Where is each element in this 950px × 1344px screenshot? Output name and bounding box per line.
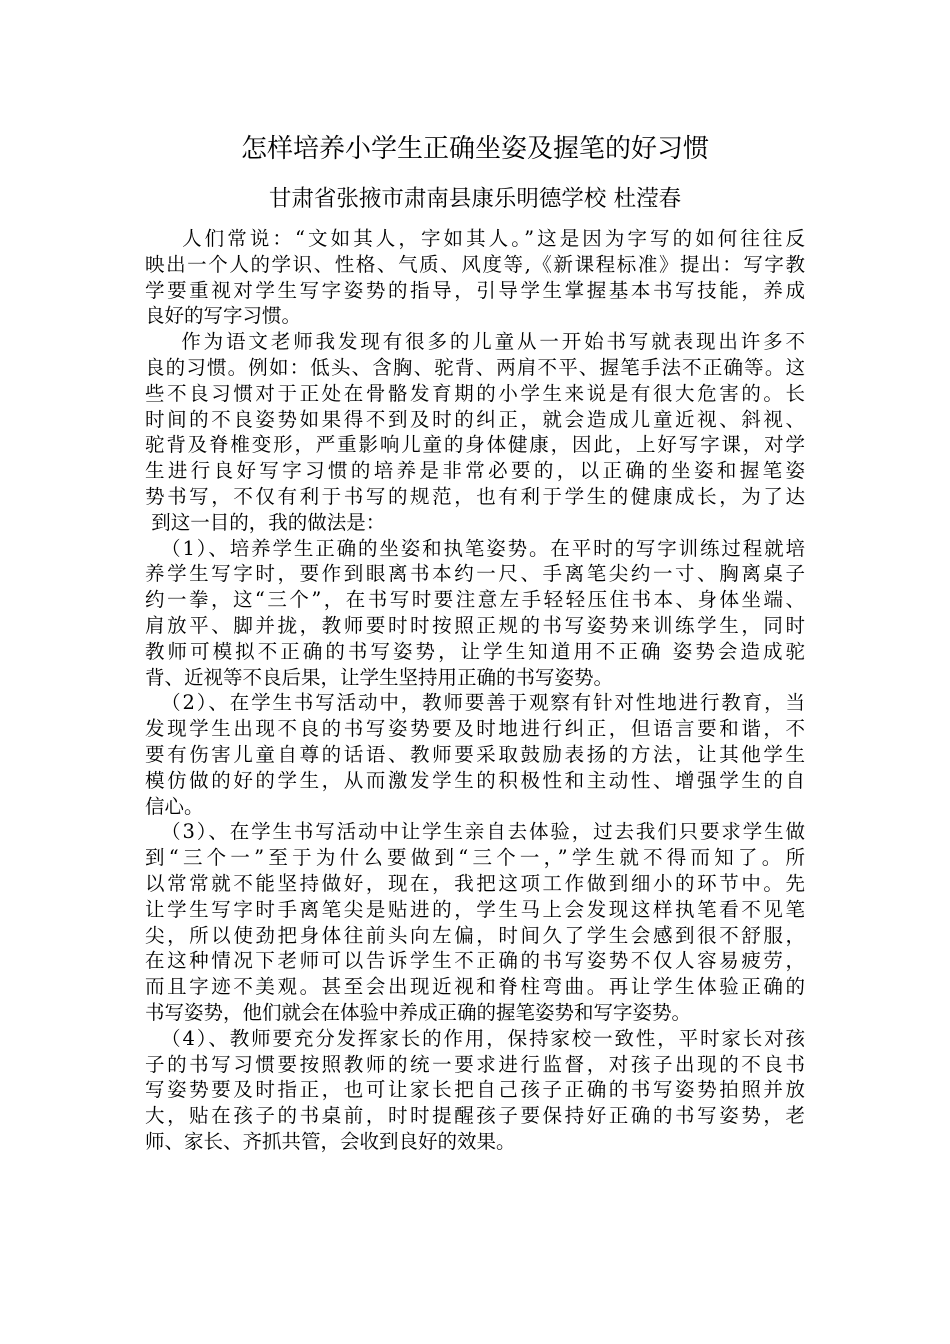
paragraph-line: 背、近视等不良后果，让学生坚持用正确的书写姿势。 [145,665,614,689]
paragraph-line: 生进行良好写字习惯的培养是非常必要的，以正确的坐姿和握笔姿 [145,459,805,483]
paragraph-line: 映出一个人的学识、性格、气质、风度等,《新课程标准》提出：写字教 [145,252,805,276]
paragraph-line: 在这种情况下老师可以告诉学生不正确的书写姿势不仅人容易疲劳， [145,949,805,973]
paragraph-line: 肩放平、脚并拢，教师要时时按照正规的书写姿势来训练学生，同时 [145,613,805,637]
paragraph-line: 师、家长、齐抓共管，会收到良好的效果。 [145,1129,516,1153]
paragraph-line: 让学生写字时手离笔尖是贴进的，学生马上会发现这样执笔看不见笔 [145,897,805,921]
paragraph-line: 约一拳，这“三个”，在书写时要注意左手轻轻压住书本、身体坐端、 [145,588,805,612]
paragraph-line: （2）、在学生书写活动中，教师要善于观察有针对性地进行教育，当 [145,691,805,715]
paragraph-line: 要有伤害儿童自尊的话语、教师要采取鼓励表扬的方法，让其他学生 [145,742,805,766]
paragraph-line: 学要重视对学生写字姿势的指导，引导学生掌握基本书写技能，养成 [145,278,805,302]
paragraph-line: （3）、在学生书写活动中让学生亲自去体验，过去我们只要求学生做 [145,820,805,844]
paragraph-line: 势书写，不仅有利于书写的规范，也有利于学生的健康成长，为了达 [145,484,805,508]
paragraph-line: 良的习惯。例如：低头、含胸、驼背、两肩不平、握笔手法不正确等。这 [145,355,805,379]
paragraph-2 [145,329,805,535]
paragraph-line: 而且字迹不美观。甚至会出现近视和脊柱弯曲。再让学生体验正确的 [145,975,805,999]
paragraph-line: 养学生写字时，要作到眼离书本约一尺、手离笔尖约一寸、胸离桌子 [145,562,805,586]
paragraph-line: 到这一目的，我的做法是： [145,510,386,534]
paragraph-line: 人们常说：“文如其人，字如其人。”这是因为字写的如何往往反 [145,227,805,250]
paragraph-line: 作为语文老师我发现有很多的儿童从一开始书写就表现出许多不 [145,330,805,354]
paragraph-line: 发现学生出现不良的书写姿势要及时地进行纠正，但语言要和谐，不 [145,717,805,741]
paragraph-line: 尖，所以使劲把身体往前头向左偏，时间久了学生会感到很不舒服， [145,923,805,947]
paragraph-line: 大，贴在孩子的书桌前，时时提醒孩子要保持好正确的书写姿势，老 [145,1104,805,1128]
paragraph-1 [145,226,805,329]
paragraph-line: （1）、培养学生正确的坐姿和执笔姿势。在平时的写字训练过程就培 [145,536,805,560]
paragraph-line: 到“三个一”至于为什么要做到“三个一，”学生就不得而知了。所 [145,846,805,870]
paragraph-line: 模仿做的好的学生，从而激发学生的积极性和主动性、增强学生的自 [145,768,805,792]
document-author-line: 甘肃省张掖市肃南县康乐明德学校 杜滢春 [268,186,682,212]
paragraph-6 [145,1026,805,1155]
paragraph-line: 教师可模拟不正确的书写姿势，让学生知道用不正确 姿势会造成驼 [145,639,805,663]
paragraph-4 [145,690,805,819]
paragraph-3 [145,536,805,691]
paragraph-line: 以常常就不能坚持做好，现在，我把这项工作做到细小的环节中。先 [145,871,805,895]
paragraph-line: 子的书写习惯要按照教师的统一要求进行监督，对孩子出现的不良书 [145,1052,805,1076]
paragraph-line: 信心。 [145,794,204,818]
paragraph-line: 书写姿势，他们就会在体验中养成正确的握笔姿势和写字姿势。 [145,1000,692,1024]
document-body [145,226,805,1155]
document-title: 怎样培养小学生正确坐姿及握笔的好习惯 [240,134,709,164]
paragraph-5 [145,819,805,1025]
paragraph-line: （4）、教师要充分发挥家长的作用，保持家校一致性，平时家长对孩 [145,1026,805,1050]
paragraph-line: 些不良习惯对于正处在骨骼发育期的小学生来说是有很大危害的。长 [145,381,805,405]
paragraph-line: 写姿势要及时指正，也可让家长把自己孩子正确的书写姿势拍照并放 [145,1078,805,1102]
paragraph-line: 时间的不良姿势如果得不到及时的纠正，就会造成儿童近视、斜视、 [145,407,805,431]
paragraph-line: 良好的写字习惯。 [145,304,302,328]
paragraph-line: 驼背及脊椎变形，严重影响儿童的身体健康，因此，上好写字课，对学 [145,433,805,457]
